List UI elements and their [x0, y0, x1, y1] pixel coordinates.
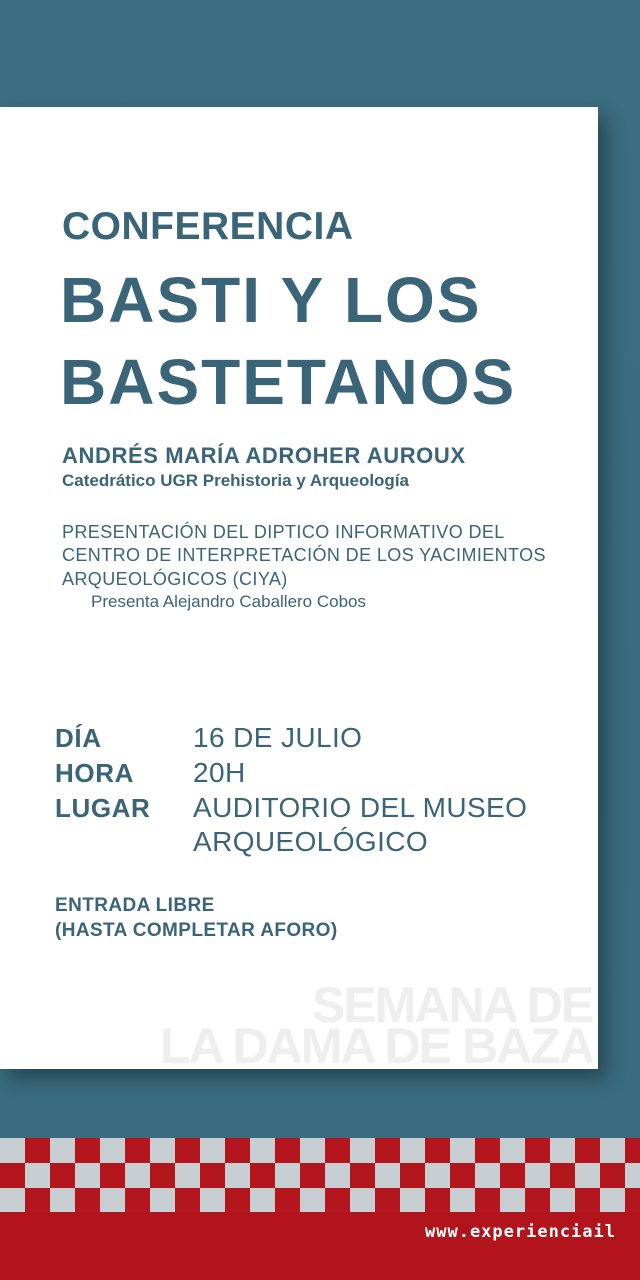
presenter: Presenta Alejandro Caballero Cobos: [91, 592, 367, 611]
entry-note-line-1: ENTRADA LIBRE: [55, 895, 215, 916]
place-value-line-2: ARQUEOLÓGICO: [193, 826, 429, 857]
event-type: CONFERENCIA: [62, 205, 354, 248]
presentation-line-3: ARQUEOLÓGICOS (CIYA): [62, 569, 288, 589]
time-value: 20H: [193, 757, 246, 788]
watermark-line-1: SEMANA DE: [312, 977, 593, 1033]
speaker-name: ANDRÉS MARÍA ADROHER AUROUX: [62, 443, 466, 468]
speaker-role: Catedrático UGR Prehistoria y Arqueología: [62, 471, 409, 490]
place-value-line-1: AUDITORIO DEL MUSEO: [193, 792, 528, 823]
event-title-line-2: BASTETANOS: [60, 346, 517, 418]
presentation-line-2: CENTRO DE INTERPRETACIÓN DE LOS YACIMIENTOS: [62, 545, 546, 565]
day-value: 16 DE JULIO: [193, 722, 363, 753]
day-label: DÍA: [55, 723, 102, 753]
watermark-line-2: LA DAMA DE BAZA: [160, 1018, 593, 1074]
website-url: www.experienciail: [425, 1222, 616, 1242]
checkered-band: [0, 1138, 640, 1212]
time-label: HORA: [55, 758, 134, 788]
entry-note-line-2: (HASTA COMPLETAR AFORO): [55, 920, 338, 941]
place-label: LUGAR: [55, 793, 151, 823]
presentation-line-1: PRESENTACIÓN DEL DIPTICO INFORMATIVO DEL: [62, 522, 505, 542]
event-title-line-1: BASTI Y LOS: [60, 264, 482, 336]
